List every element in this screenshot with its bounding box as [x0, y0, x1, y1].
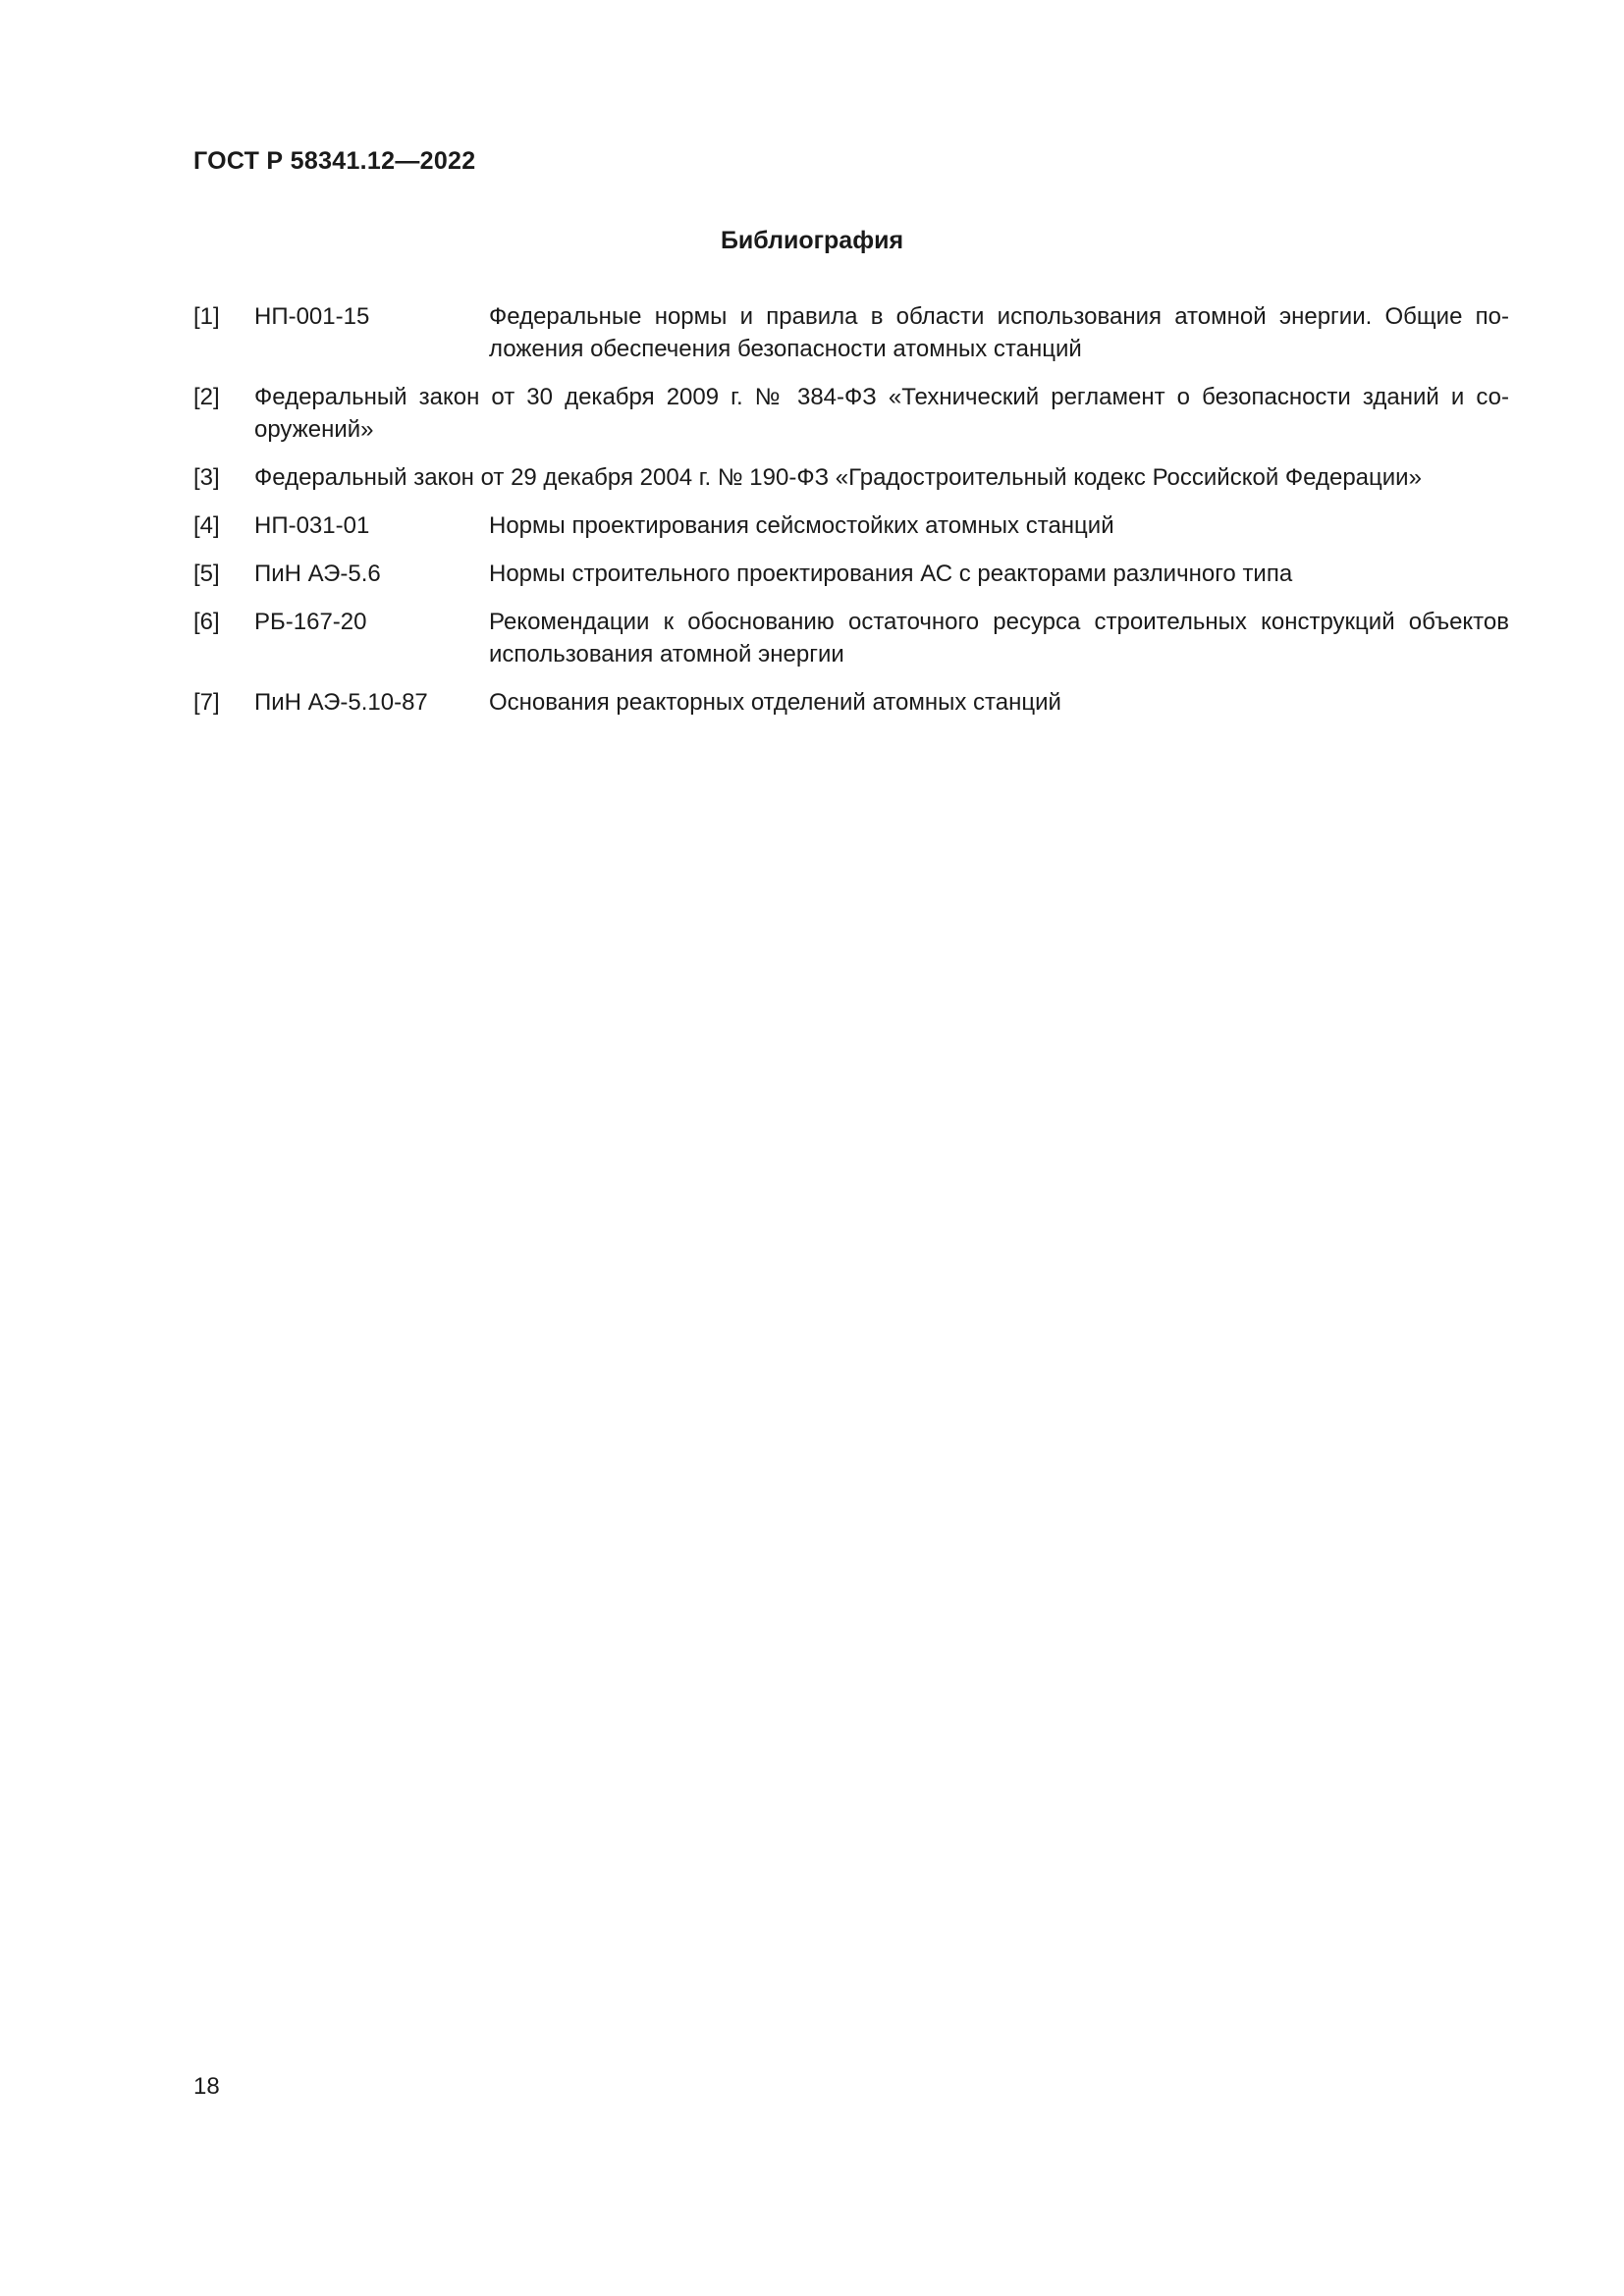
- entry-text: Рекомендации к обоснованию остаточного ресурса строительных конструкций объектов использования атомной энергии: [489, 609, 1509, 667]
- entry-number: [1]: [193, 303, 220, 330]
- entry-code: ПиН АЭ-5.6: [254, 561, 381, 587]
- entry-code: ПиН АЭ-5.10-87: [254, 689, 428, 716]
- bibliography-entry: [193, 300, 1509, 365]
- entry-number: [3]: [193, 464, 220, 491]
- entry-text: Федеральный закон от 29 декабря 2004 г. № 190-ФЗ «Градостроительный кодекс Российской Федерации»: [254, 464, 1422, 491]
- entry-number: [7]: [193, 689, 220, 716]
- entry-code: РБ-167-20: [254, 609, 367, 635]
- entry-number: [6]: [193, 609, 220, 635]
- entry-text: Основания реакторных отделений атомных станций: [489, 689, 1061, 716]
- standard-designation: ГОСТ Р 58341.12—2022: [193, 147, 476, 175]
- bibliography-entry: [193, 461, 1509, 494]
- entry-number: [5]: [193, 561, 220, 587]
- bibliography-entry: [193, 558, 1509, 590]
- entry-text: Федеральные нормы и правила в области использования атомной энергии. Общие положения обеспечения безопасности атомных станций: [489, 303, 1509, 362]
- entry-code: НП-001-15: [254, 303, 370, 330]
- entry-number: [2]: [193, 384, 220, 410]
- bibliography-entry: [193, 606, 1509, 670]
- section-title: Библиография: [720, 227, 904, 254]
- entry-text: Нормы строительного проектирования АС с реакторами различного типа: [489, 561, 1293, 587]
- page-number: 18: [193, 2073, 220, 2100]
- bibliography-entry: [193, 509, 1509, 542]
- bibliography-entry: [193, 381, 1509, 446]
- entry-text: Федеральный закон от 30 декабря 2009 г. № 384-ФЗ «Технический регламент о безопасности зданий и сооружений»: [254, 384, 1509, 443]
- bibliography-entry: [193, 686, 1509, 719]
- entry-number: [4]: [193, 512, 220, 539]
- bibliography-list: [193, 300, 1509, 734]
- entry-code: НП-031-01: [254, 512, 370, 539]
- entry-text: Нормы проектирования сейсмостойких атомных станций: [489, 512, 1114, 539]
